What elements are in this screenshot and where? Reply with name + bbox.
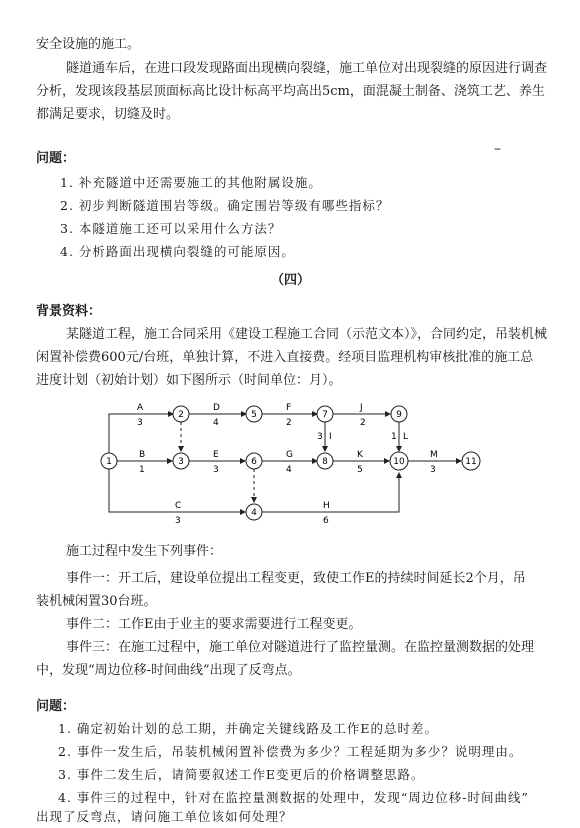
paragraph-line: 都满足要求，切缝及时。 bbox=[36, 107, 180, 122]
event-line: 事件三：在施工过程中，施工单位对隧道进行了监控量测。在监控量测数据的处理 bbox=[66, 640, 535, 655]
activity-duration: 1 bbox=[391, 432, 397, 442]
activity-name: E bbox=[213, 450, 219, 460]
activity-duration: 2 bbox=[286, 418, 292, 428]
svg-text:8: 8 bbox=[322, 457, 328, 467]
svg-text:2: 2 bbox=[178, 410, 184, 420]
svg-text:10: 10 bbox=[393, 457, 405, 467]
paragraph-line: 某隧道工程，施工合同采用《建设工程施工合同（示范文本）》，合同约定，吊装机械 bbox=[66, 327, 548, 342]
question-item: 4. 事件三的过程中，针对在监控量测数据的处理中，发现“周边位移-时间曲线” bbox=[58, 790, 529, 805]
question-item: 1. 补充隧道中还需要施工的其他附属设施。 bbox=[60, 175, 322, 190]
activity-name: J bbox=[360, 403, 363, 413]
svg-text:5: 5 bbox=[251, 410, 257, 420]
questions-heading: 问题： bbox=[36, 699, 76, 714]
question-item: 4. 分析路面出现横向裂缝的可能原因。 bbox=[60, 244, 295, 259]
network-node bbox=[317, 406, 333, 422]
network-node bbox=[317, 453, 333, 469]
activity-duration: 2 bbox=[360, 418, 366, 428]
network-node bbox=[173, 406, 189, 422]
activity-duration: 3 bbox=[317, 432, 323, 442]
network-node bbox=[246, 453, 262, 469]
activity-name: I bbox=[329, 432, 332, 442]
background-heading: 背景资料： bbox=[36, 304, 102, 319]
activity-name: B bbox=[139, 450, 146, 460]
paragraph-line: 进度计划（初始计划）如下图所示（时间单位：月）。 bbox=[36, 373, 342, 388]
activity-name: G bbox=[286, 450, 293, 460]
stray-dash: – bbox=[494, 141, 501, 157]
event-line: 事件一：开工后，建设单位提出工程变更，致使工作E的持续时间延长2个月，吊 bbox=[66, 571, 526, 586]
paragraph-line: 安全设施的施工。 bbox=[36, 37, 141, 52]
activity-duration: 3 bbox=[175, 516, 181, 526]
edge-H bbox=[262, 473, 399, 512]
event-line: 中，发现“周边位移-时间曲线”出现了反弯点。 bbox=[36, 663, 301, 678]
svg-text:4: 4 bbox=[251, 508, 257, 518]
activity-name: D bbox=[213, 403, 220, 413]
event-line: 事件二：工作E由于业主的要求需要进行工程变更。 bbox=[66, 617, 362, 632]
network-node bbox=[246, 504, 262, 520]
activity-name: A bbox=[137, 403, 144, 413]
question-item: 出现了反弯点，请问施工单位该如何处理？ bbox=[36, 809, 293, 824]
activity-name: F bbox=[286, 403, 292, 413]
activity-duration: 3 bbox=[430, 465, 436, 475]
network-node bbox=[246, 406, 262, 422]
activity-duration: 3 bbox=[213, 465, 219, 475]
paragraph-line: 隧道通车后，在进口段发现路面出现横向裂缝，施工单位对出现裂缝的原因进行调查 bbox=[66, 61, 548, 76]
activity-duration: 4 bbox=[286, 465, 292, 475]
paragraph-line: 分析，发现该段基层顶面标高比设计标高平均高出5cm，面混凝土制备、浇筑工艺、养生 bbox=[36, 84, 545, 99]
question-item: 3. 事件二发生后，请简要叙述工作E变更后的价格调整思路。 bbox=[58, 767, 425, 782]
svg-text:11: 11 bbox=[465, 457, 477, 467]
question-item: 1. 确定初始计划的总工期，并确定关键线路及工作E的总时差。 bbox=[58, 721, 439, 736]
network-node bbox=[391, 406, 407, 422]
event-line: 装机械闲置30台班。 bbox=[36, 594, 157, 609]
question-item: 2. 初步判断隧道围岩等级。确定围岩等级有哪些指标？ bbox=[60, 198, 390, 213]
activity-duration: 3 bbox=[137, 418, 143, 428]
activity-name: L bbox=[403, 432, 409, 442]
events-intro: 施工过程中发生下列事件： bbox=[66, 544, 223, 559]
section-title: （四） bbox=[271, 273, 311, 288]
activity-duration: 6 bbox=[323, 516, 329, 526]
questions-heading: 问题： bbox=[36, 151, 76, 166]
svg-text:1: 1 bbox=[106, 457, 112, 467]
network-node bbox=[390, 452, 408, 470]
question-item: 3. 本隧道施工还可以采用什么方法？ bbox=[60, 221, 282, 236]
activity-name: K bbox=[357, 450, 363, 460]
activity-duration: 4 bbox=[213, 418, 219, 428]
svg-text:9: 9 bbox=[396, 410, 402, 420]
network-node bbox=[173, 453, 189, 469]
svg-text:6: 6 bbox=[251, 457, 257, 467]
network-diagram bbox=[95, 395, 495, 530]
question-item: 2. 事件一发生后，吊装机械闲置补偿费为多少？工程延期为多少？说明理由。 bbox=[58, 744, 523, 759]
paragraph-line: 闲置补偿费600元/台班，单独计算，不进入直接费。经项目监理机构审核批准的施工总 bbox=[36, 350, 534, 365]
activity-name: M bbox=[430, 450, 438, 460]
svg-text:3: 3 bbox=[178, 457, 184, 467]
activity-duration: 5 bbox=[357, 465, 363, 475]
svg-text:7: 7 bbox=[322, 410, 328, 420]
activity-name: H bbox=[323, 501, 330, 511]
network-node bbox=[462, 452, 480, 470]
activity-name: C bbox=[175, 501, 182, 511]
activity-duration: 1 bbox=[139, 465, 145, 475]
network-node bbox=[101, 453, 117, 469]
